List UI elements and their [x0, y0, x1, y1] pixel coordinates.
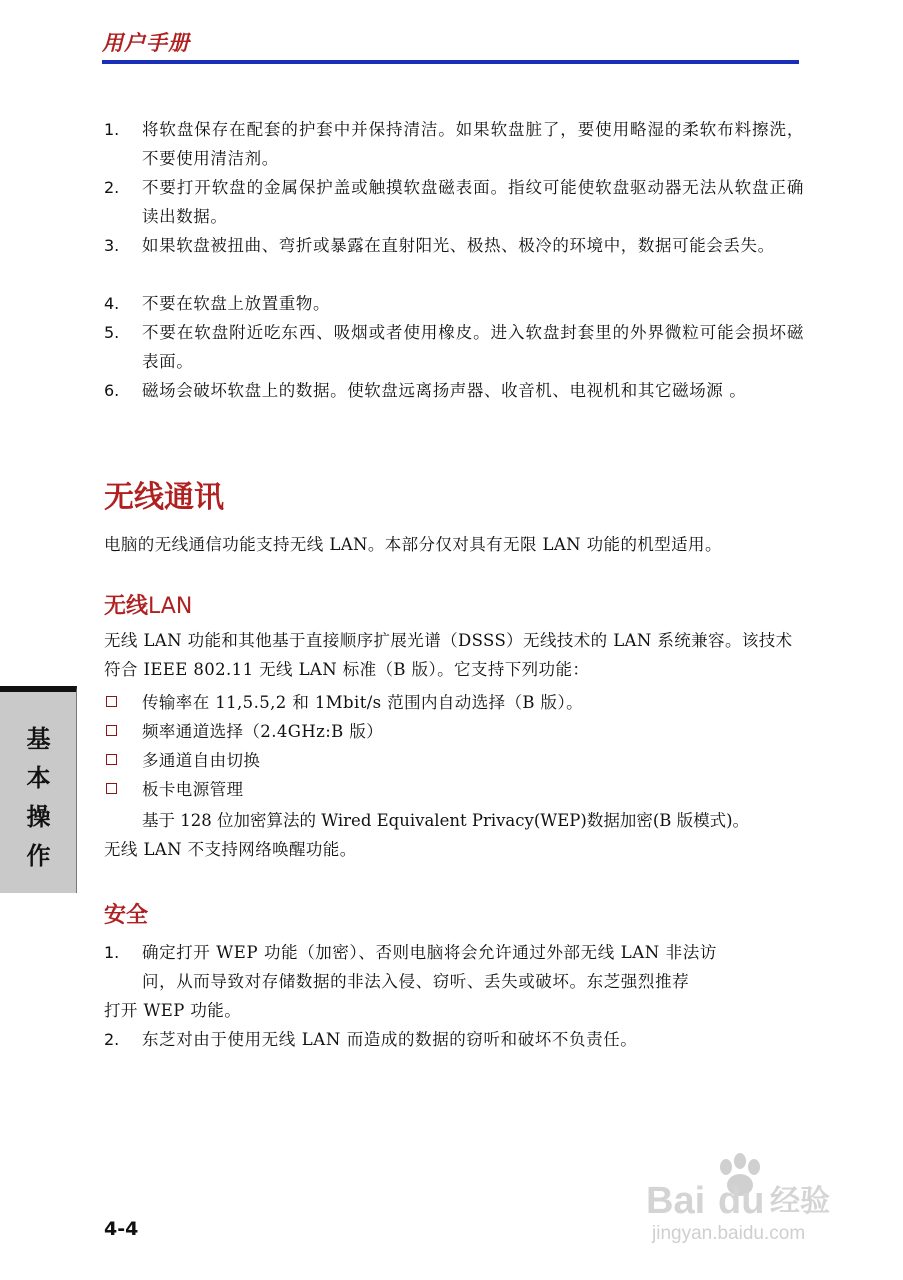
list-text: 不要在软盘上放置重物。 — [142, 294, 331, 313]
header-rule — [102, 60, 799, 64]
wlan-title-en: LAN — [148, 594, 193, 619]
checkbox-bullet-icon — [106, 725, 117, 736]
feature-item — [104, 775, 804, 804]
checkbox-bullet-icon — [106, 696, 117, 707]
feature-text: 板卡电源管理 — [142, 780, 244, 799]
feature-item — [104, 717, 804, 746]
watermark-url: jingyan.baidu.com — [652, 1223, 806, 1244]
list-text: 东芝对由于使用无线 LAN 而造成的数据的窃听和破坏不负责任。 — [142, 1030, 638, 1049]
list-number: 2. — [104, 178, 120, 197]
checkbox-bullet-icon — [106, 783, 117, 794]
header-title: 用户手册 — [102, 31, 190, 55]
feature-text: 频率通道选择（2.4GHz:B 版） — [142, 722, 384, 741]
section-title-wireless: 无线通讯 — [104, 480, 224, 515]
list-text: 如果软盘被扭曲、弯折或暴露在直射阳光、极热、极冷的环境中，数据可能会丢失。 — [142, 236, 775, 255]
list-item — [104, 938, 804, 996]
list-text-line: 确定打开 WEP 功能（加密）、否则电脑将会允许通过外部无线 LAN 非法访 — [142, 943, 717, 962]
list-number: 6. — [104, 381, 120, 400]
feature-text: 传输率在 11,5.5,2 和 1Mbit/s 范围内自动选择（B 版）。 — [142, 693, 584, 712]
list-text-line: 问，从而导致对存储数据的非法入侵、窃听、丢失或破坏。东芝强烈推荐 — [142, 972, 690, 991]
wireless-intro: 电脑的无线通信功能支持无线 LAN。本部分仅对具有无限 LAN 功能的机型适用。 — [104, 535, 722, 554]
wep-line: 基于 128 位加密算法的 Wired Equivalent Privacy(WEP)数据加密(B 版模式)。 — [142, 811, 750, 830]
chapter-tab-char: 操 — [26, 803, 51, 831]
checkbox-bullet-icon — [106, 754, 117, 765]
watermark-brand-du: du — [718, 1180, 765, 1222]
list-text: 不要打开软盘的金属保护盖或触摸软盘磁表面。指纹可能使软盘驱动器无法从软盘正确读出数据。 — [142, 178, 804, 226]
list-item — [104, 115, 804, 173]
section-title-security: 安全 — [104, 903, 149, 928]
baidu-watermark — [640, 1145, 850, 1245]
list-text: 磁场会破坏软盘上的数据。使软盘远离扬声器、收音机、电视机和其它磁场源 。 — [142, 381, 747, 400]
list-item — [104, 173, 804, 231]
list-number: 2. — [104, 1030, 120, 1049]
page-number: 4-4 — [104, 1218, 139, 1240]
chapter-tab-char: 作 — [26, 842, 51, 870]
list-text-line: 打开 WEP 功能。 — [104, 1001, 242, 1020]
list-item — [104, 318, 804, 376]
list-number: 3. — [104, 236, 120, 255]
list-item — [104, 289, 804, 318]
watermark-cn: 经验 — [770, 1184, 830, 1219]
feature-item — [104, 688, 804, 717]
section-title-wlan — [104, 589, 192, 620]
wol-line: 无线 LAN 不支持网络唤醒功能。 — [104, 840, 357, 859]
wlan-title-cn: 无线 — [104, 594, 149, 619]
chapter-tab-char: 本 — [26, 764, 51, 792]
list-number: 4. — [104, 294, 120, 313]
list-number: 1. — [104, 943, 120, 962]
list-text: 将软盘保存在配套的护套中并保持清洁。如果软盘脏了，要使用略湿的柔软布料擦洗，不要使用清洁剂。 — [142, 120, 804, 168]
list-item — [104, 231, 804, 260]
list-number: 1. — [104, 120, 120, 139]
chapter-tab-char: 基 — [26, 725, 51, 753]
chapter-tab-label — [0, 720, 77, 876]
feature-text: 多通道自由切换 — [142, 751, 261, 770]
wlan-paragraph: 无线 LAN 功能和其他基于直接顺序扩展光谱（DSSS）无线技术的 LAN 系统兼容。该技术符合 IEEE 802.11 无线 LAN 标准（B 版）。它支持下列功能： — [104, 631, 793, 679]
watermark-brand: Bai — [646, 1180, 706, 1222]
list-item — [104, 376, 804, 405]
list-item — [104, 1025, 804, 1054]
list-number: 5. — [104, 323, 120, 342]
chapter-side-tab — [0, 686, 77, 893]
feature-item — [104, 746, 804, 775]
list-text: 不要在软盘附近吃东西、吸烟或者使用橡皮。进入软盘封套里的外界微粒可能会损坏磁表面。 — [142, 323, 804, 371]
